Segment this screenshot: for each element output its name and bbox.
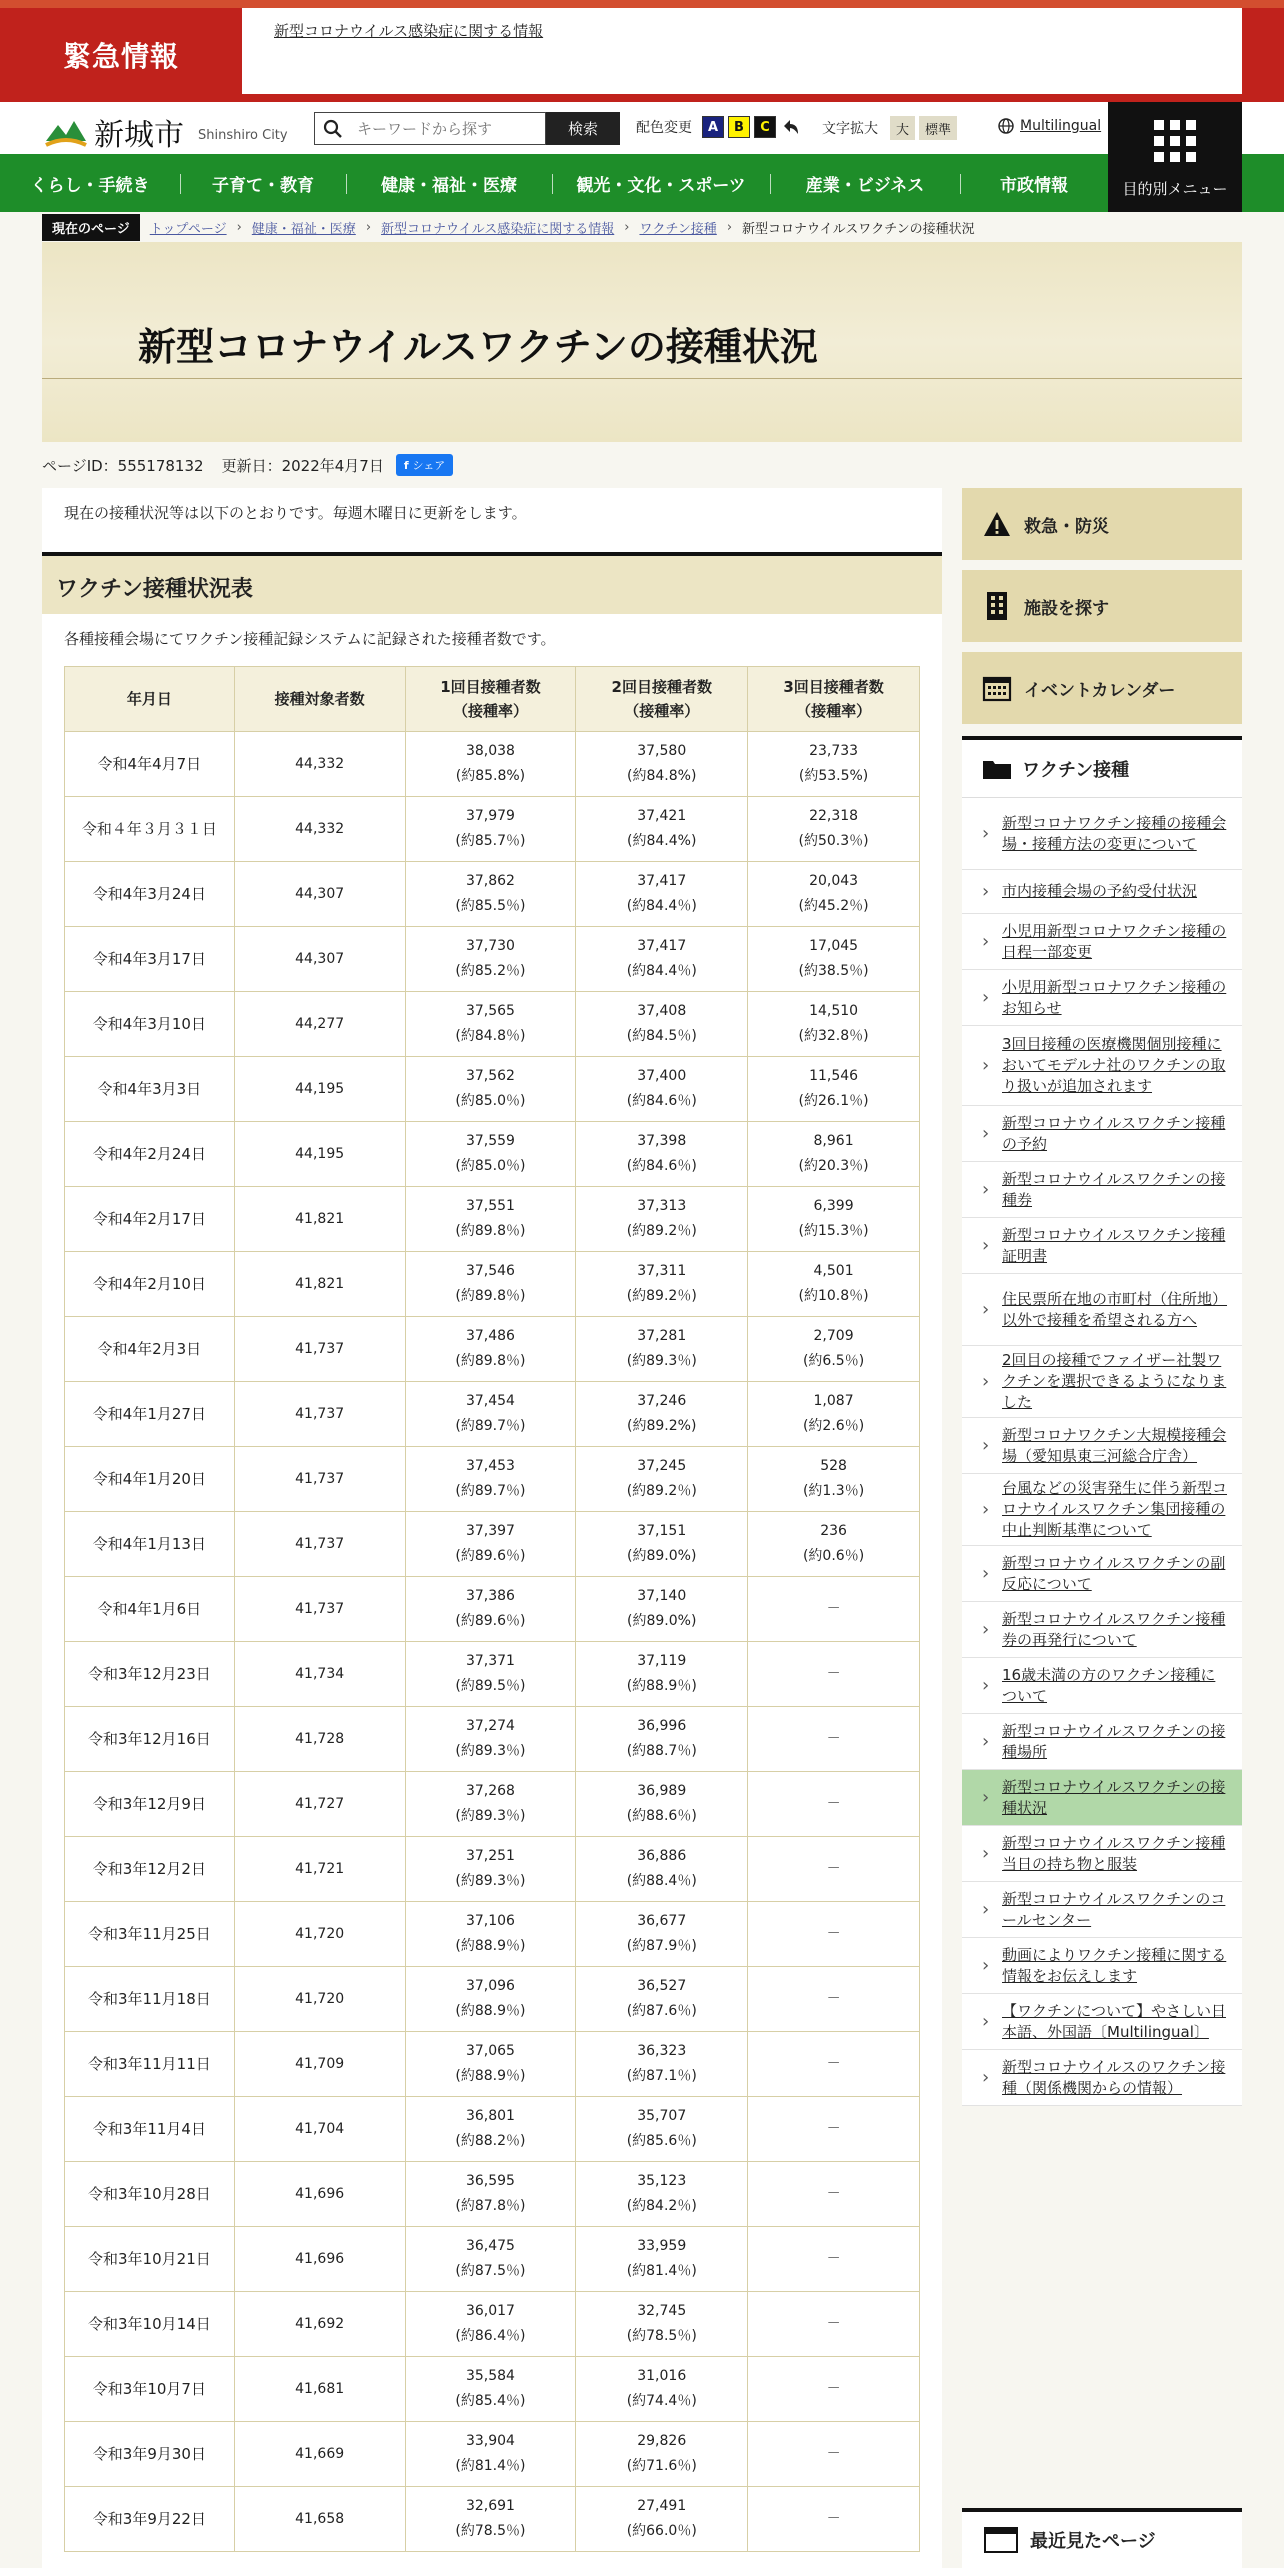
table-row [65, 2422, 920, 2487]
multilingual-link[interactable] [998, 118, 1101, 134]
sidebar-link-label: › 3回目接種の医療機関個別接種においてモデルナ社のワクチンの取り扱いが追加されます [1002, 1035, 1226, 1095]
sidebar-link[interactable] [962, 2050, 1242, 2106]
table-cell: 37,417 (約84.4％) [576, 862, 748, 927]
side-button-label: 救急・防災 [1024, 516, 1109, 537]
main-content [42, 488, 942, 2568]
table-cell: 41,821 [234, 1252, 405, 1317]
sidebar-link-label: › 新型コロナウイルスワクチンの接種券 [1002, 1169, 1226, 1209]
table-cell: 41,727 [234, 1772, 405, 1837]
table-cell: 37,106 (約88.9％) [405, 1902, 576, 1967]
table-cell: 33,959 (約81.4％) [576, 2227, 748, 2292]
table-cell: 令和3年12月16日 [65, 1707, 235, 1772]
sidebar-link-label: › 新型コロナワクチン接種の接種会場・接種方法の変更について [1002, 813, 1227, 853]
sidebar-heading [962, 740, 1242, 798]
table-cell: 37,979 (約85.7％) [405, 797, 576, 862]
table-row [65, 1187, 920, 1252]
emergency-box [242, 8, 1242, 94]
table-cell: 37,730 (約85.2％) [405, 927, 576, 992]
sidebar-link-label: › 新型コロナウイルスワクチン接種証明書 [1002, 1225, 1226, 1265]
table-row [65, 1967, 920, 2032]
font-size [822, 116, 957, 140]
table-cell: 令和3年12月9日 [65, 1772, 235, 1837]
table-row [65, 862, 920, 927]
table-cell: 37,562 (約85.0％) [405, 1057, 576, 1122]
sidebar-link-label: › 新型コロナウイルスワクチン接種の予約 [1002, 1113, 1226, 1153]
logo-sub: Shinshiro City [198, 127, 288, 143]
facebook-icon: f [403, 459, 413, 472]
table-row [65, 2227, 920, 2292]
table-cell: 37,417 (約84.4％) [576, 927, 748, 992]
table-row [65, 1252, 920, 1317]
table-row [65, 732, 920, 797]
table-row [65, 1707, 920, 1772]
table-cell: 6,399 (約15.3％) [748, 1187, 920, 1252]
table-row [65, 1642, 920, 1707]
table-cell: 37,245 (約89.2％) [576, 1447, 748, 1512]
sidebar-link-label: › 小児用新型コロナワクチン接種のお知らせ [1002, 977, 1227, 1017]
table-cell: 令和4年2月17日 [65, 1187, 235, 1252]
sidebar-link[interactable] [962, 1162, 1242, 1218]
table-header-cell: 3回目接種者数 （接種率） [748, 667, 920, 732]
table-cell: 36,323 (約87.1％) [576, 2032, 748, 2097]
table-cell: 33,904 (約81.4％) [405, 2422, 576, 2487]
table-cell: 37,251 (約89.3％) [405, 1837, 576, 1902]
table-row [65, 1382, 920, 1447]
table-cell: 令和４年３月３１日 [65, 797, 235, 862]
facebook-share-button[interactable] [396, 454, 453, 476]
sidebar-link-label: › 新型コロナウイルスワクチンの副反応について [1002, 1553, 1226, 1593]
globe-icon [998, 118, 1014, 134]
table-cell: 44,332 [234, 797, 405, 862]
vaccine-sidebar [962, 736, 1242, 2106]
sidebar-link[interactable] [962, 1274, 1242, 1346]
table-cell: － [748, 1902, 920, 1967]
color-button-a[interactable]: A [702, 116, 724, 138]
sidebar-link-label: › 新型コロナウイルスワクチンの接種場所 [1002, 1721, 1226, 1761]
table-cell: － [748, 2162, 920, 2227]
table-cell: 14,510 (約32.8％) [748, 992, 920, 1057]
sidebar-link[interactable] [962, 1474, 1242, 1546]
chevron-right-icon: › [365, 219, 372, 235]
table-cell: 38,038 (約85.8%) [405, 732, 576, 797]
breadcrumb-item[interactable]: ワクチン接種 [639, 221, 717, 237]
page-title: 新型コロナウイルスワクチンの接種状況 [138, 324, 818, 369]
site-logo[interactable] [44, 110, 288, 154]
table-cell: 令和4年3月17日 [65, 927, 235, 992]
table-cell: 令和4年2月24日 [65, 1122, 235, 1187]
nav-item-tourism[interactable]: 観光・文化・スポーツ [576, 175, 746, 196]
nav-item-business[interactable]: 産業・ビジネス [805, 175, 925, 196]
table-cell: － [748, 2357, 920, 2422]
table-cell: 令和4年1月6日 [65, 1577, 235, 1642]
table-cell: 令和3年9月22日 [65, 2487, 235, 2552]
site-header [0, 102, 1284, 154]
table-cell: 令和3年9月30日 [65, 2422, 235, 2487]
table-row [65, 992, 920, 1057]
table-row [65, 2162, 920, 2227]
multilingual-label: Multilingual [1020, 118, 1102, 134]
color-change [636, 116, 802, 138]
table-cell: － [748, 1642, 920, 1707]
vaccination-table [64, 666, 920, 2552]
sidebar-link[interactable] [962, 1418, 1242, 1474]
grid-menu-icon [1154, 120, 1196, 162]
table-cell: 令和4年3月10日 [65, 992, 235, 1057]
nav-item-living[interactable]: くらし・手続き [30, 175, 150, 196]
sidebar-link[interactable] [962, 970, 1242, 1026]
table-row [65, 1577, 920, 1642]
table-cell: 1,087 (約2.6％) [748, 1382, 920, 1447]
global-nav [0, 154, 1284, 212]
updated-date: 更新日：2022年4月7日 [221, 456, 384, 475]
menu-label: 目的別メニュー [1122, 180, 1228, 198]
table-row [65, 2292, 920, 2357]
table-cell: 37,408 (約84.5％) [576, 992, 748, 1057]
emergency-disaster-button[interactable] [962, 488, 1242, 560]
table-cell: 令和4年4月7日 [65, 732, 235, 797]
table-cell: 令和4年3月3日 [65, 1057, 235, 1122]
table-header-row [65, 667, 920, 732]
table-cell: － [748, 1707, 920, 1772]
table-cell: 35,123 (約84.2％) [576, 2162, 748, 2227]
color-label: 配色変更 [636, 120, 692, 136]
sidebar-link-label: › 小児用新型コロナワクチン接種の日程一部変更 [1002, 921, 1227, 961]
event-calendar-button[interactable] [962, 652, 1242, 724]
table-header-cell: 年月日 [65, 667, 235, 732]
search-field [314, 112, 546, 145]
table-cell: 37,454 (約89.7％) [405, 1382, 576, 1447]
sidebar-link-label: › 住民票所在地の市町村（住所地）以外で接種を希望される方へ [1002, 1289, 1228, 1329]
facility-search-button[interactable] [962, 570, 1242, 642]
table-cell: 41,704 [234, 2097, 405, 2162]
table-cell: 令和3年11月18日 [65, 1967, 235, 2032]
table-cell: 44,277 [234, 992, 405, 1057]
table-cell: 4,501 (約10.8％) [748, 1252, 920, 1317]
table-cell: 令和4年1月13日 [65, 1512, 235, 1577]
table-cell: 36,527 (約87.6％) [576, 1967, 748, 2032]
table-cell: － [748, 2032, 920, 2097]
sidebar-link[interactable] [962, 1882, 1242, 1938]
sidebar-link[interactable] [962, 798, 1242, 870]
table-cell: 44,332 [234, 732, 405, 797]
warning-icon [982, 509, 1012, 539]
sidebar-link-label: › 2回目の接種でファイザー社製ワクチンを選択できるようになりました [1002, 1351, 1227, 1411]
section-heading [42, 552, 942, 614]
table-cell: 令和3年11月4日 [65, 2097, 235, 2162]
sidebar-link-label: › 新型コロナウイルスワクチンのコールセンター [1002, 1889, 1226, 1929]
reset-color-icon[interactable] [780, 116, 802, 138]
nav-item-childcare[interactable]: 子育て・教育 [212, 175, 314, 196]
sidebar-link-label: › 市内接種会場の予約受付状況 [1002, 882, 1198, 900]
table-cell: 37,281 (約89.3％) [576, 1317, 748, 1382]
table-cell: 41,737 [234, 1382, 405, 1447]
page-meta [42, 454, 453, 476]
table-cell: 44,195 [234, 1122, 405, 1187]
table-row [65, 1512, 920, 1577]
search-icon [323, 119, 343, 139]
table-cell: 37,486 (約89.8％) [405, 1317, 576, 1382]
table-cell: 令和4年2月3日 [65, 1317, 235, 1382]
table-cell: 37,565 (約84.8％) [405, 992, 576, 1057]
sidebar-link[interactable] [962, 1602, 1242, 1658]
table-cell: 令和3年10月7日 [65, 2357, 235, 2422]
table-cell: 37,421 (約84.4%) [576, 797, 748, 862]
table-cell: 41,721 [234, 1837, 405, 1902]
table-cell: 41,737 [234, 1577, 405, 1642]
table-cell: 32,691 (約78.5％) [405, 2487, 576, 2552]
page-id: ページID：555178132 [42, 456, 204, 475]
breadcrumb [42, 214, 975, 240]
table-cell: 37,274 (約89.3％) [405, 1707, 576, 1772]
breadcrumb-item[interactable]: トップページ [149, 221, 227, 237]
sidebar-link[interactable] [962, 1106, 1242, 1162]
table-cell: 令和4年1月27日 [65, 1382, 235, 1447]
table-row [65, 1122, 920, 1187]
section-desc: 各種接種会場にてワクチン接種記録システムに記録された接種者数です。 [64, 630, 556, 648]
table-cell: 528 (約1.3％) [748, 1447, 920, 1512]
table-cell: 37,119 (約88.9％) [576, 1642, 748, 1707]
table-row [65, 1772, 920, 1837]
calendar-icon [982, 673, 1012, 703]
building-icon [982, 591, 1012, 621]
table-cell: 37,268 (約89.3％) [405, 1772, 576, 1837]
sidebar-link-label: › 新型コロナワクチン大規模接種会場（愛知県東三河総合庁舎） [1002, 1425, 1227, 1465]
table-cell: － [748, 1577, 920, 1642]
table-cell: 36,475 (約87.5％) [405, 2227, 576, 2292]
table-header-cell: 2回目接種者数 （接種率） [576, 667, 748, 732]
search-input[interactable] [357, 120, 527, 138]
table-row [65, 2357, 920, 2422]
table-cell: － [748, 1837, 920, 1902]
table-cell: 37,453 (約89.7％) [405, 1447, 576, 1512]
table-cell: 8,961 (約20.3％) [748, 1122, 920, 1187]
sidebar-link[interactable] [962, 1938, 1242, 1994]
search-button[interactable]: 検索 [546, 112, 620, 145]
sidebar-link[interactable] [962, 870, 1242, 914]
title-banner [42, 242, 1242, 442]
table-cell: 令和3年10月14日 [65, 2292, 235, 2357]
breadcrumb-current-label: 現在のページ [42, 214, 140, 241]
table-row [65, 2032, 920, 2097]
table-cell: 37,546 (約89.8％) [405, 1252, 576, 1317]
table-cell: 41,720 [234, 1902, 405, 1967]
table-cell: 31,016 (約74.4％) [576, 2357, 748, 2422]
table-row [65, 1447, 920, 1512]
table-row [65, 1902, 920, 1967]
table-cell: 41,658 [234, 2487, 405, 2552]
table-cell: 36,989 (約88.6％) [576, 1772, 748, 1837]
chevron-right-icon: › [726, 219, 733, 235]
side-button-label: 施設を探す [1024, 598, 1109, 619]
table-cell: 37,151 (約89.0%) [576, 1512, 748, 1577]
table-cell: 41,669 [234, 2422, 405, 2487]
table-cell: 令和3年10月21日 [65, 2227, 235, 2292]
table-cell: 41,737 [234, 1512, 405, 1577]
table-cell: 236 (約0.6％) [748, 1512, 920, 1577]
table-cell: 11,546 (約26.1％) [748, 1057, 920, 1122]
table-cell: 2,709 (約6.5％) [748, 1317, 920, 1382]
breadcrumb-item[interactable]: 健康・福祉・医療 [251, 221, 356, 237]
table-cell: 37,140 (約89.0%) [576, 1577, 748, 1642]
recent-title: 最近見たページ [1030, 2531, 1156, 2552]
color-button-b[interactable]: B [728, 116, 750, 138]
intro-text: 現在の接種状況等は以下のとおりです。毎週木曜日に更新をします。 [64, 504, 527, 522]
table-cell: 41,709 [234, 2032, 405, 2097]
table-cell: 17,045 (約38.5％) [748, 927, 920, 992]
table-cell: 37,580 (約84.8%) [576, 732, 748, 797]
table-cell: － [748, 2292, 920, 2357]
table-cell: 36,017 (約86.4％) [405, 2292, 576, 2357]
table-cell: 41,696 [234, 2227, 405, 2292]
table-row [65, 1057, 920, 1122]
share-label: シェア [412, 459, 446, 472]
sidebar-title: ワクチン接種 [1022, 759, 1130, 781]
purpose-menu-button[interactable] [1108, 102, 1242, 212]
logo-mark-icon [44, 115, 88, 149]
nav-item-city[interactable]: 市政情報 [1000, 175, 1068, 196]
folder-icon [982, 758, 1012, 780]
table-cell: 36,996 (約88.7％) [576, 1707, 748, 1772]
table-cell: 20,043 (約45.2％) [748, 862, 920, 927]
table-cell: 44,307 [234, 927, 405, 992]
sidebar-link[interactable] [962, 1714, 1242, 1770]
table-cell: 41,681 [234, 2357, 405, 2422]
table-cell: 41,720 [234, 1967, 405, 2032]
table-cell: 令和3年12月2日 [65, 1837, 235, 1902]
sidebar-link-label: › 台風などの災害発生に伴う新型コロナウイルスワクチン集団接種の中止判断基準について [1002, 1479, 1228, 1539]
table-row [65, 927, 920, 992]
table-cell: 37,559 (約85.0％) [405, 1122, 576, 1187]
table-cell: 37,862 (約85.5％) [405, 862, 576, 927]
sidebar-link-label: › 動画によりワクチン接種に関する情報をお伝えします [1002, 1945, 1227, 1985]
table-cell: － [748, 1967, 920, 2032]
table-cell: 令和4年3月24日 [65, 862, 235, 927]
table-row [65, 1317, 920, 1382]
sidebar-link[interactable] [962, 1026, 1242, 1106]
table-cell: 35,707 (約85.6％) [576, 2097, 748, 2162]
table-cell: 44,195 [234, 1057, 405, 1122]
sidebar-link[interactable] [962, 1770, 1242, 1826]
table-cell: 37,246 (約89.2%) [576, 1382, 748, 1447]
emergency-bar [0, 0, 1284, 102]
table-cell: 22,318 (約50.3％) [748, 797, 920, 862]
table-cell: 36,801 (約88.2％) [405, 2097, 576, 2162]
table-cell: 37,397 (約89.6％) [405, 1512, 576, 1577]
table-cell: － [748, 2097, 920, 2162]
sidebar-link[interactable] [962, 1546, 1242, 1602]
table-cell: 35,584 (約85.4％) [405, 2357, 576, 2422]
sidebar-link[interactable] [962, 1826, 1242, 1882]
sidebar-link[interactable] [962, 1346, 1242, 1418]
emergency-link[interactable]: 新型コロナウイルス感染症に関する情報 [274, 22, 544, 40]
font-label: 文字拡大 [822, 121, 878, 137]
table-header-cell: 1回目接種者数 （接種率） [405, 667, 576, 732]
window-icon [984, 2527, 1018, 2553]
table-cell: － [748, 1772, 920, 1837]
table-row [65, 2487, 920, 2552]
side-button-label: イベントカレンダー [1024, 680, 1176, 701]
recent-pages-heading [962, 2508, 1242, 2568]
table-cell: 36,677 (約87.9％) [576, 1902, 748, 1967]
sidebar-list [962, 798, 1242, 2106]
table-cell: 37,400 (約84.6％) [576, 1057, 748, 1122]
table-cell: 37,371 (約89.5％) [405, 1642, 576, 1707]
table-cell: 令和3年12月23日 [65, 1642, 235, 1707]
table-cell: 36,886 (約88.4％) [576, 1837, 748, 1902]
color-button-c[interactable]: C [754, 116, 776, 138]
sidebar-link[interactable] [962, 1658, 1242, 1714]
sidebar-link-label: › 【ワクチンについて】やさしい日本語、外国語〔Multilingual〕 [1002, 2001, 1226, 2041]
table-cell: 37,311 (約89.2％) [576, 1252, 748, 1317]
nav-item-health[interactable]: 健康・福祉・医療 [381, 175, 517, 196]
sidebar-link-label: › 16歳未満の方のワクチン接種について [1002, 1665, 1216, 1705]
chevron-right-icon: › [624, 219, 630, 235]
table-cell: 41,696 [234, 2162, 405, 2227]
chevron-right-icon: › [236, 219, 242, 235]
sidebar-link-label: › 新型コロナウイルスワクチンの接種状況 [1002, 1777, 1226, 1817]
breadcrumb-current: 新型コロナウイルスワクチンの接種状況 [742, 221, 975, 237]
table-cell: － [748, 2422, 920, 2487]
breadcrumb-item[interactable]: 新型コロナウイルス感染症に関する情報 [381, 221, 615, 237]
table-cell: 令和3年11月11日 [65, 2032, 235, 2097]
table-cell: 令和4年1月20日 [65, 1447, 235, 1512]
table-row [65, 1837, 920, 1902]
table-cell: 44,307 [234, 862, 405, 927]
logo-text: 新城市 [94, 118, 184, 153]
emergency-title: 緊急情報 [62, 40, 179, 73]
table-cell: 41,737 [234, 1447, 405, 1512]
section-title: ワクチン接種状況表 [56, 577, 253, 602]
table-cell: 29,826 (約71.6％) [576, 2422, 748, 2487]
table-cell: 37,398 (約84.6％) [576, 1122, 748, 1187]
table-cell: 令和3年10月28日 [65, 2162, 235, 2227]
table-row [65, 797, 920, 862]
table-cell: 23,733 (約53.5%) [748, 732, 920, 797]
font-normal-button[interactable]: 標準 [919, 116, 957, 140]
sidebar-link[interactable] [962, 914, 1242, 970]
table-cell: － [748, 2227, 920, 2292]
search-form [314, 112, 620, 145]
table-cell: 41,728 [234, 1707, 405, 1772]
sidebar-link[interactable] [962, 1218, 1242, 1274]
table-row [65, 2097, 920, 2162]
sidebar-link-label: › 新型コロナウイルスワクチン接種券の再発行について [1002, 1609, 1226, 1649]
table-cell: － [748, 2487, 920, 2552]
sidebar-link[interactable] [962, 1994, 1242, 2050]
table-cell: 37,065 (約88.9％) [405, 2032, 576, 2097]
table-cell: 37,096 (約88.9％) [405, 1967, 576, 2032]
table-cell: 41,737 [234, 1317, 405, 1382]
table-cell: 令和3年11月25日 [65, 1902, 235, 1967]
table-cell: 32,745 (約78.5％) [576, 2292, 748, 2357]
table-cell: 37,386 (約89.6％) [405, 1577, 576, 1642]
table-cell: 36,595 (約87.8％) [405, 2162, 576, 2227]
table-cell: 37,313 (約89.2％) [576, 1187, 748, 1252]
font-large-button[interactable]: 大 [890, 116, 915, 140]
table-cell: 41,692 [234, 2292, 405, 2357]
table-cell: 令和4年2月10日 [65, 1252, 235, 1317]
sidebar-link-label: › 新型コロナウイルスのワクチン接種（関係機関からの情報） [1002, 2057, 1226, 2097]
table-header-cell: 接種対象者数 [234, 667, 405, 732]
table-cell: 37,551 (約89.8％) [405, 1187, 576, 1252]
table-cell: 27,491 (約66.0％) [576, 2487, 748, 2552]
table-cell: 41,734 [234, 1642, 405, 1707]
sidebar-link-label: › 新型コロナウイルスワクチン接種当日の持ち物と服装 [1002, 1833, 1226, 1873]
table-cell: 41,821 [234, 1187, 405, 1252]
